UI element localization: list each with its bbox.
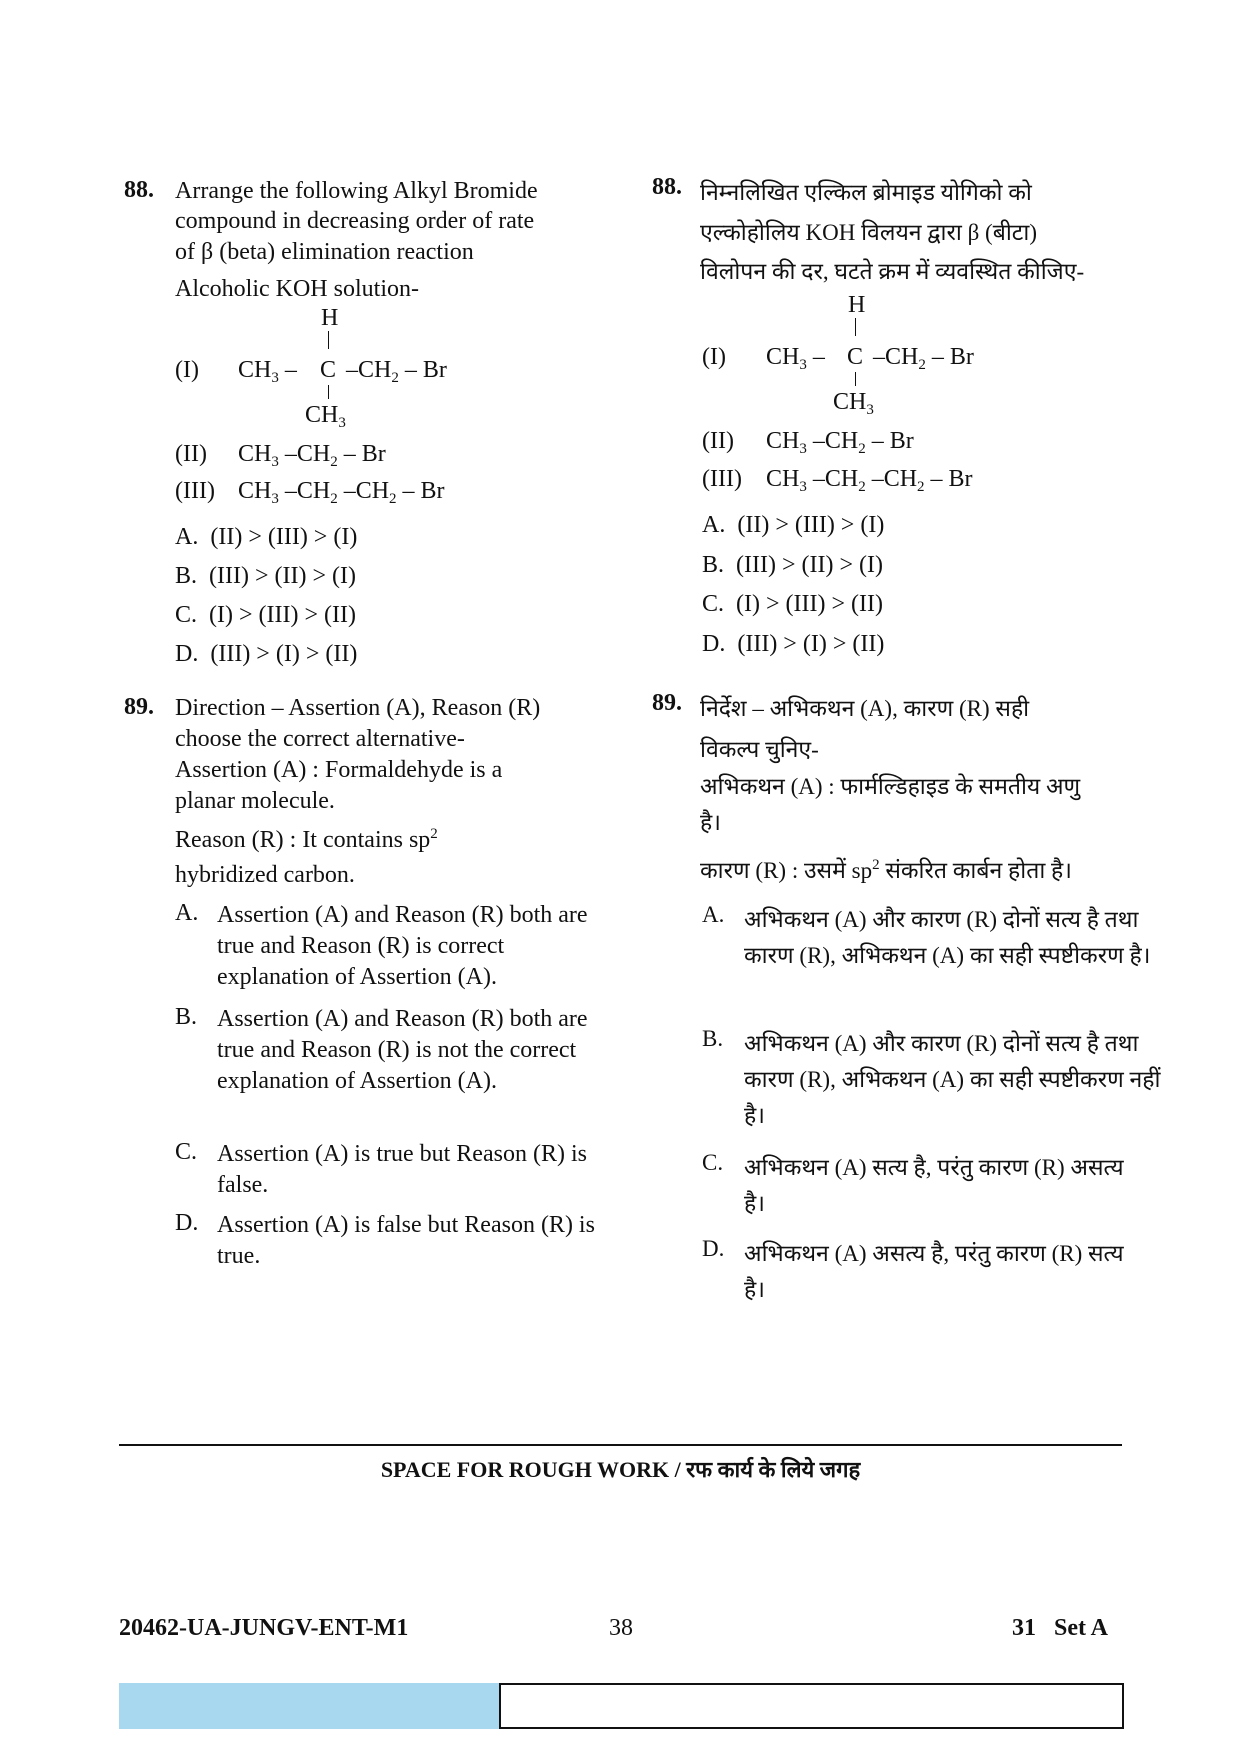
q88-hi-option-c: C. (I) > (III) > (II) (702, 591, 883, 617)
bond-line (328, 385, 329, 399)
q88-hi-option-b: B. (III) > (II) > (I) (702, 552, 883, 578)
q89-en-stem-line: choose the correct alternative- (175, 726, 465, 752)
q88-hi-option-a: A. (II) > (III) > (I) (702, 512, 885, 538)
q88-hi-stem-line: विलोपन की दर, घटते क्रम में व्यवस्थित कीजिए- (700, 259, 1085, 284)
q89-hi-stem-line: है। (700, 810, 721, 835)
compound-i-right: $-CH_2$ – Br (873, 344, 974, 373)
compound-i-carbon: C (847, 344, 864, 370)
compound-i-left: $CH_3$ – (238, 357, 297, 386)
footer-blue-bar (119, 1683, 499, 1729)
footer-box (499, 1683, 1124, 1729)
q89-hi-stem-line: विकल्प चुनिए- (700, 737, 819, 762)
q89-hi-stem-line: निर्देश – अभिकथन (A), कारण (R) सही (700, 696, 1030, 721)
q88-en-option-b: B. (III) > (II) > (I) (175, 563, 356, 589)
page-number: 38 (609, 1615, 633, 1641)
compound-ii-formula: $CH_3$ $-CH_2$ – Br (766, 428, 914, 457)
compound-i-ch3-bottom: $CH_3$ (833, 389, 874, 418)
q89-hi-number: 89. (652, 690, 682, 716)
compound-i-ch3-bottom: $CH_3$ (305, 402, 346, 431)
q88-hi-number: 88. (652, 174, 682, 200)
compound-i-label: (I) (175, 357, 199, 383)
q88-en-stem-line: compound in decreasing order of rate (175, 208, 535, 234)
compound-ii-label: (II) (175, 441, 207, 467)
compound-ii-label: (II) (702, 428, 734, 454)
q88-hi-option-d: D. (III) > (I) > (II) (702, 631, 885, 657)
q89-en-stem-line: Assertion (A) : Formaldehyde is a (175, 757, 503, 783)
bond-line (855, 372, 856, 386)
q88-en-number: 88. (124, 177, 154, 203)
q88-en-option-a: A. (II) > (III) > (I) (175, 524, 358, 550)
q89-en-stem-line: Direction – Assertion (A), Reason (R) (175, 695, 541, 721)
bond-line (328, 331, 329, 349)
q88-hi-stem-line: निम्नलिखित एल्किल ब्रोमाइड योगिको को (700, 180, 1032, 205)
compound-iii-label: (III) (175, 478, 215, 504)
q89-en-reason: Reason (R) : It contains $sp^2$ (175, 826, 438, 853)
q89-en-reason-line2: hybridized carbon. (175, 862, 355, 888)
q88-en-option-d: D. (III) > (I) > (II) (175, 641, 358, 667)
bond-line (855, 318, 856, 336)
compound-i-h: H (321, 305, 339, 331)
compound-iii-formula: $CH_3$ $-CH_2$ $-CH_2$ – Br (238, 478, 445, 507)
compound-i-right: $-CH_2$ – Br (346, 357, 447, 386)
compound-iii-formula: $CH_3$ $-CH_2$ $-CH_2$ – Br (766, 466, 973, 495)
q88-en-option-c: C. (I) > (III) > (II) (175, 602, 356, 628)
paper-code: 20462-UA-JUNGV-ENT-M1 (119, 1615, 409, 1641)
q88-hi-stem-line: एल्कोहोलिय KOH विलयन द्वारा β (बीटा) (700, 220, 1038, 245)
compound-iii-label: (III) (702, 466, 742, 492)
q88-en-stem-line: Alcoholic KOH solution- (175, 276, 419, 302)
compound-i-carbon: C (320, 357, 337, 383)
compound-ii-formula: $CH_3$ $-CH_2$ – Br (238, 441, 386, 470)
q89-en-stem-line: planar molecule. (175, 788, 335, 814)
q88-en-stem-line: of β (beta) elimination reaction (175, 239, 474, 265)
compound-i-label: (I) (702, 344, 726, 370)
q89-hi-stem-line: अभिकथन (A) : फार्मल्डिहाइड के समतीय अणु (700, 774, 1081, 799)
q89-hi-reason: कारण (R) : उसमें $sp^2$ संकरित कार्बन होता है। (700, 857, 1072, 883)
q89-en-number: 89. (124, 694, 154, 720)
q88-en-stem-line: Arrange the following Alkyl Bromide (175, 178, 538, 204)
compound-i-left: $CH_3$ – (766, 344, 825, 373)
compound-i-h: H (848, 292, 866, 318)
rough-work-label: SPACE FOR ROUGH WORK / रफ कार्य के लिये जगह (380, 1457, 861, 1482)
set-label: 31 Set A (1012, 1615, 1108, 1641)
rough-work-divider (119, 1444, 1122, 1446)
